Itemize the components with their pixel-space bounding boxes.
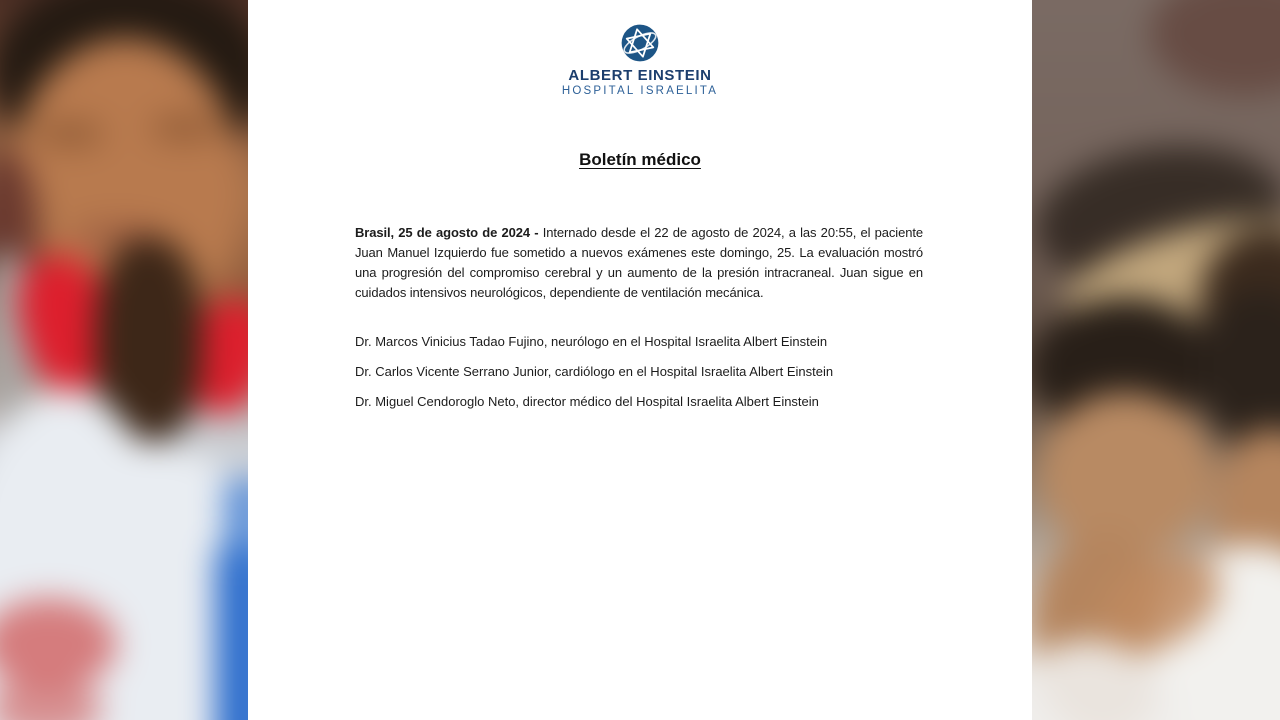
- star-of-david-icon: [619, 22, 661, 64]
- bg-blob: [35, 120, 105, 148]
- bulletin-body-text: Internado desde el 22 de agosto de 2024, a las 20:55, el paciente Juan Manuel Izquierdo fue sometido a nuevos exámenes este domingo, 25. La evaluación mostró una progresión del compromiso cerebral y un aumento de la presión intracraneal. Juan sigue en cuidados intensivos neurológicos, dependiente de ventilación mecánica.: [355, 225, 923, 300]
- hospital-subtitle-text: HOSPITAL ISRAELITA: [561, 85, 719, 97]
- signatory-line: Dr. Marcos Vinicius Tadao Fujino, neurólogo en el Hospital Israelita Albert Einstein: [355, 334, 828, 349]
- medical-bulletin-document: [248, 0, 1032, 720]
- bulletin-title: Boletín médico: [579, 150, 701, 169]
- bulletin-paragraph: [355, 223, 923, 303]
- signatory-list: [355, 327, 955, 417]
- hospital-name-text: ALBERT EINSTEIN: [568, 67, 712, 84]
- signatory-line: Dr. Carlos Vicente Serrano Junior, cardiólogo en el Hospital Israelita Albert Einstein: [355, 364, 834, 379]
- bg-blob: [1038, 392, 1213, 557]
- hospital-logo: [248, 22, 1032, 97]
- bg-blob: [150, 114, 220, 142]
- signatory-line: Dr. Miguel Cendoroglo Neto, director médico del Hospital Israelita Albert Einstein: [355, 394, 819, 409]
- bulletin-dateline: Brasil, 25 de agosto de 2024 -: [355, 225, 543, 240]
